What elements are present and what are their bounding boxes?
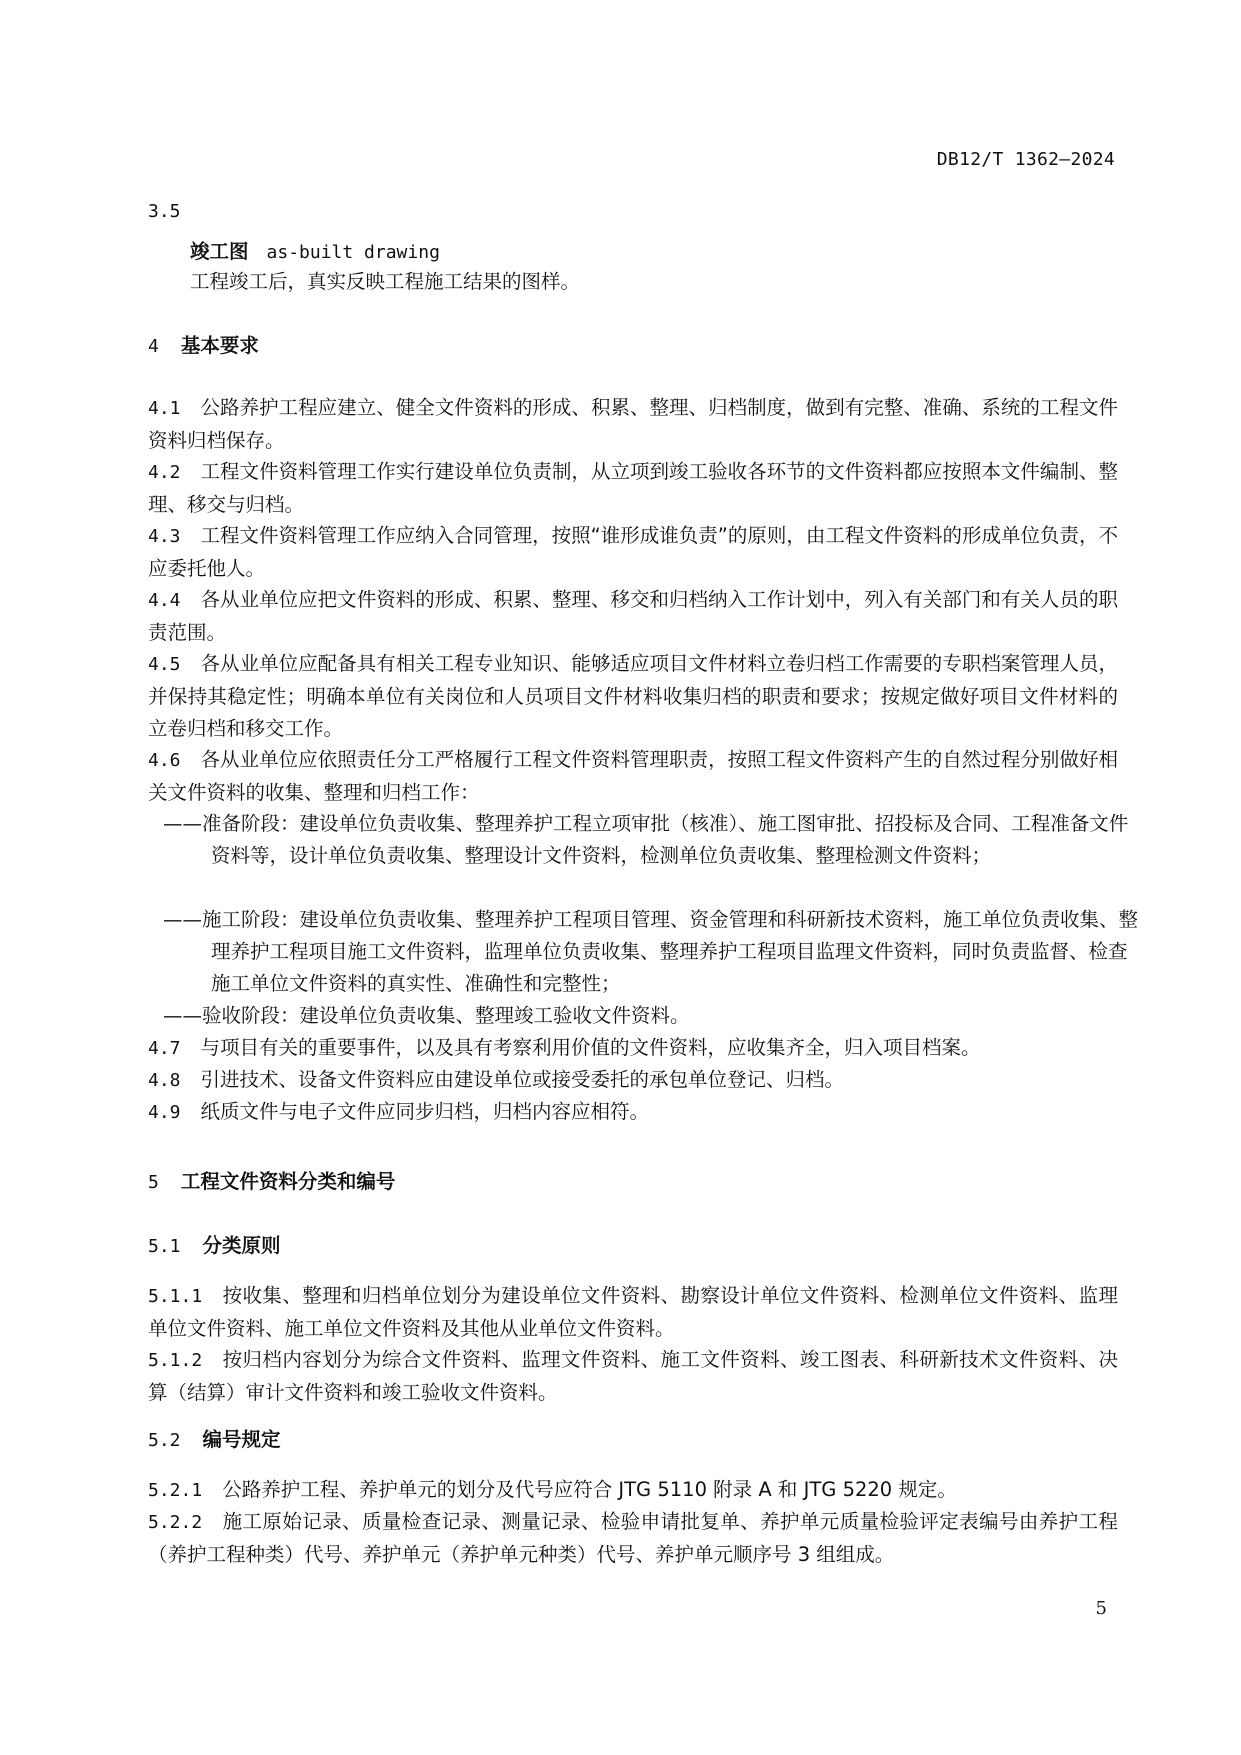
clause-text: 按收集、整理和归档单位划分为建设单位文件资料、勘察设计单位文件资料、检测单位文件资料、监理单位文件资料、施工单位文件资料及其他从业单位文件资料。	[148, 1284, 1118, 1340]
clause-4-5	[148, 648, 1118, 745]
subsection-title: 编号规定	[202, 1428, 281, 1451]
section-heading-5	[148, 1168, 395, 1197]
clause-5-1-2	[148, 1344, 1118, 1409]
list-item-acceptance-stage: ——验收阶段：建设单位负责收集、整理竣工验收文件资料。	[163, 1004, 690, 1027]
subsection-heading-5-1	[148, 1232, 281, 1261]
clause-number: 4.7	[148, 1038, 181, 1059]
clause-4-8	[148, 1064, 1118, 1097]
clause-5-2-1	[148, 1474, 1118, 1507]
term-english: as-built drawing	[266, 242, 440, 263]
clause-number: 4.2	[148, 462, 181, 483]
clause-4-7	[148, 1032, 1118, 1065]
clause-text: 引进技术、设备文件资料应由建设单位或接受委托的承包单位登记、归档。	[200, 1068, 845, 1091]
clause-number: 5.2.1	[148, 1480, 203, 1501]
clause-number: 4.4	[148, 590, 181, 611]
term-chinese: 竣工图	[190, 240, 249, 263]
clause-4-3	[148, 520, 1118, 585]
clause-4-1	[148, 392, 1118, 457]
section-number: 5	[148, 1172, 159, 1193]
clause-text: 各从业单位应配备具有相关工程专业知识、能够适应项目文件材料立卷归档工作需要的专职档案管理人员，并保持其稳定性；明确本单位有关岗位和人员项目文件材料收集归档的职责和要求；按规定做好项目文件材料的立卷归档和移交工作。	[148, 652, 1118, 740]
list-item-construction-stage: ——施工阶段：建设单位负责收集、整理养护工程项目管理、资金管理和科研新技术资料，施工单位负责收集、整理养护工程项目施工文件资料，监理单位负责收集、整理养护工程项目监理文件资料，同时负责监督、检查施工单位文件资料的真实性、准确性和完整性；	[163, 908, 1139, 995]
clause-text: 与项目有关的重要事件，以及具有考察利用价值的文件资料，应收集齐全，归入项目档案。	[200, 1036, 981, 1059]
term-number: 3.5	[148, 201, 181, 222]
clause-5-2-2	[148, 1506, 1118, 1571]
clause-text: 公路养护工程应建立、健全文件资料的形成、积累、整理、归档制度，做到有完整、准确、系统的工程文件资料归档保存。	[148, 396, 1118, 452]
clause-text: 按归档内容划分为综合文件资料、监理文件资料、施工文件资料、竣工图表、科研新技术文件资料、决算（结算）审计文件资料和竣工验收文件资料。	[148, 1348, 1118, 1404]
subsection-heading-5-2	[148, 1426, 281, 1455]
clause-number: 4.5	[148, 654, 181, 675]
section-title: 工程文件资料分类和编号	[180, 1170, 396, 1193]
clause-text: 施工原始记录、质量检查记录、测量记录、检验申请批复单、养护单元质量检验评定表编号由养护工程（养护工程种类）代号、养护单元（养护单元种类）代号、养护单元顺序号 3 组组成。	[148, 1510, 1118, 1566]
clause-5-1-1	[148, 1280, 1118, 1345]
clause-4-4	[148, 584, 1118, 649]
clause-4-6	[148, 744, 1118, 809]
term-definition: 工程竣工后，真实反映工程施工结果的图样。	[190, 270, 581, 293]
clause-number: 5.2.2	[148, 1512, 203, 1533]
clause-number: 4.8	[148, 1070, 181, 1091]
term-entry	[190, 236, 440, 264]
clause-4-2	[148, 456, 1118, 521]
subsection-number: 5.1	[148, 1236, 181, 1257]
section-number: 4	[148, 336, 159, 357]
clause-text: 各从业单位应依照责任分工严格履行工程文件资料管理职责，按照工程文件资料产生的自然过程分别做好相关文件资料的收集、整理和归档工作：	[148, 748, 1118, 804]
subsection-number: 5.2	[148, 1430, 181, 1451]
clause-number: 5.1.2	[148, 1350, 203, 1371]
clause-text: 工程文件资料管理工作实行建设单位负责制，从立项到竣工验收各环节的文件资料都应按照本文件编制、整理、移交与归档。	[148, 460, 1118, 516]
clause-text: 纸质文件与电子文件应同步归档，归档内容应相符。	[200, 1100, 650, 1123]
section-title: 基本要求	[180, 334, 259, 357]
page-number: 5	[1095, 1598, 1107, 1619]
clause-number: 4.3	[148, 526, 181, 547]
clause-number: 4.6	[148, 750, 181, 771]
document-code: DB12/T 1362—2024	[936, 149, 1115, 170]
clause-text: 工程文件资料管理工作应纳入合同管理，按照“谁形成谁负责”的原则，由工程文件资料的形成单位负责，不应委托他人。	[148, 524, 1118, 580]
clause-number: 5.1.1	[148, 1286, 203, 1307]
clause-text: 各从业单位应把文件资料的形成、积累、整理、移交和归档纳入工作计划中，列入有关部门和有关人员的职责范围。	[148, 588, 1118, 644]
clause-number: 4.1	[148, 398, 181, 419]
list-item-prep-stage: ——准备阶段：建设单位负责收集、整理养护工程立项审批（核准）、施工图审批、招投标及合同、工程准备文件资料等，设计单位负责收集、整理设计文件资料，检测单位负责收集、整理检测文件资料；	[163, 812, 1129, 867]
subsection-title: 分类原则	[202, 1234, 281, 1257]
clause-number: 4.9	[148, 1102, 181, 1123]
section-heading-4	[148, 332, 259, 361]
clause-text: 公路养护工程、养护单元的划分及代号应符合 JTG 5110 附录 A 和 JTG 5220 规定。	[222, 1478, 957, 1501]
clause-4-9	[148, 1096, 1118, 1129]
